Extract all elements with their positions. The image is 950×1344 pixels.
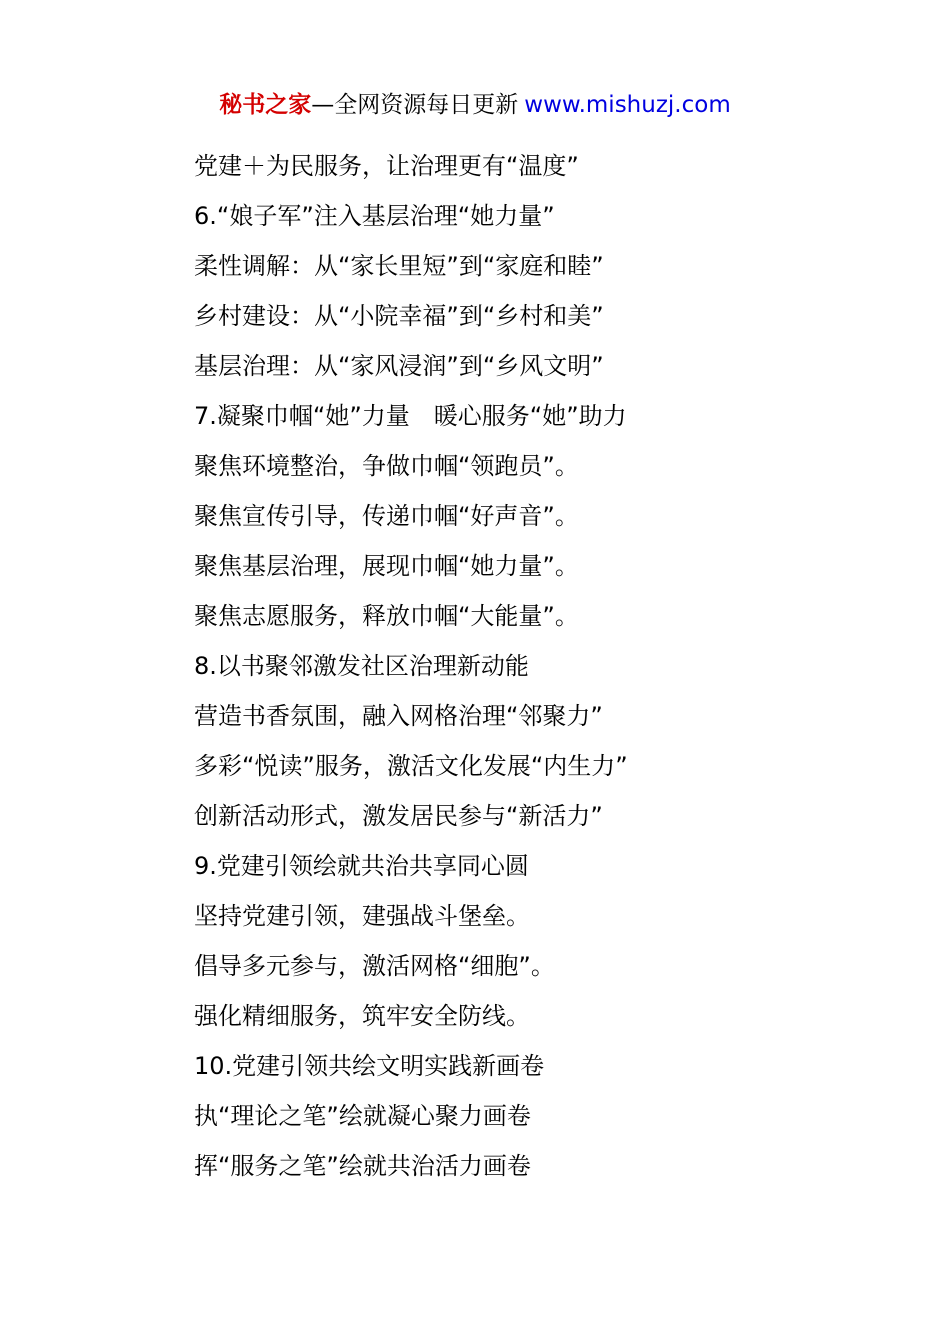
section-heading: 8.以书聚邻激发社区治理新动能 [194, 652, 529, 680]
text-line: 坚持党建引领，建强战斗堡垒。 [194, 902, 530, 930]
site-url-link[interactable]: www.mishuzj.com [524, 92, 731, 118]
header-tagline: —全网资源每日更新 [311, 92, 519, 118]
section-heading: 7.凝聚巾帼“她”力量 暖心服务“她”助力 [194, 402, 627, 430]
document-body [194, 148, 894, 1198]
text-line: 挥“服务之笔”绘就共治活力画卷 [194, 1152, 531, 1180]
text-line: 执“理论之笔”绘就凝心聚力画卷 [194, 1102, 531, 1130]
text-line: 倡导多元参与，激活网格“细胞”。 [194, 952, 555, 980]
text-line: 聚焦环境整治，争做巾帼“领跑员”。 [194, 452, 579, 480]
text-line: 聚焦志愿服务，释放巾帼“大能量”。 [194, 602, 579, 630]
text-line: 柔性调解：从“家长里短”到“家庭和睦” [194, 252, 604, 280]
page-header [0, 88, 950, 122]
section-heading: 9.党建引领绘就共治共享同心圆 [194, 852, 529, 880]
text-line: 强化精细服务，筑牢安全防线。 [194, 1002, 530, 1030]
text-line: 多彩“悦读”服务，激活文化发展“内生力” [194, 752, 628, 780]
section-heading: 10.党建引领共绘文明实践新画卷 [194, 1052, 545, 1080]
text-line: 聚焦宣传引导，传递巾帼“好声音”。 [194, 502, 579, 530]
brand-name: 秘书之家 [219, 92, 312, 118]
text-line: 聚焦基层治理，展现巾帼“她力量”。 [194, 552, 579, 580]
text-line: 营造书香氛围，融入网格治理“邻聚力” [194, 702, 603, 730]
text-line: 乡村建设：从“小院幸福”到“乡村和美” [194, 302, 604, 330]
text-line: 创新活动形式，激发居民参与“新活力” [194, 802, 603, 830]
text-line: 基层治理：从“家风浸润”到“乡风文明” [194, 352, 604, 380]
text-line: 党建＋为民服务，让治理更有“温度” [194, 152, 579, 180]
section-heading: 6.“娘子军”注入基层治理“她力量” [194, 202, 555, 230]
